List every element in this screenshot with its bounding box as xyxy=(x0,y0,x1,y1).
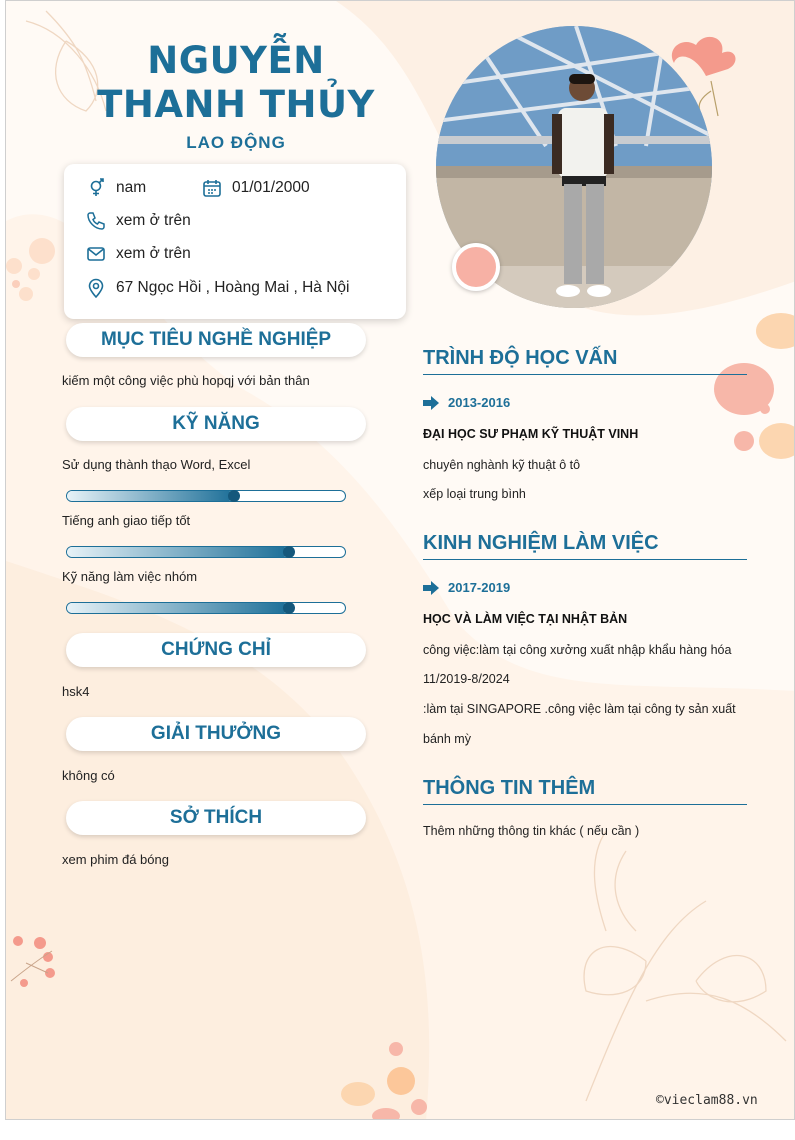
experience-period xyxy=(423,580,510,595)
gender-row xyxy=(86,178,146,198)
skill-bar-fill xyxy=(67,547,289,557)
skill-bar-knob xyxy=(283,602,295,614)
email-row xyxy=(86,244,191,264)
location-pin-icon xyxy=(86,278,106,298)
experience-heading: KINH NGHIỆM LÀM VIỆC xyxy=(423,532,747,560)
birthday-value: 01/01/2000 xyxy=(232,179,310,196)
phone-icon xyxy=(86,211,106,231)
certificates-heading: CHỨNG CHỈ xyxy=(66,633,366,667)
contact-card xyxy=(64,164,406,319)
skill-bar-fill xyxy=(67,491,234,501)
awards-heading: GIẢI THƯỞNG xyxy=(66,717,366,751)
gender-value: nam xyxy=(116,179,147,196)
phone-value: xem ở trên xyxy=(116,212,191,229)
candidate-name: NGUYỄN THANH THỦY xyxy=(97,39,375,126)
birthday-row xyxy=(202,178,310,198)
experience-period-text: 2017-2019 xyxy=(448,580,511,595)
education-major: chuyên nghành kỹ thuật ô tô xyxy=(423,458,581,472)
skill-label: Kỹ năng làm việc nhóm xyxy=(62,569,198,584)
education-period-text: 2013-2016 xyxy=(448,395,511,410)
objective-heading: MỤC TIÊU NGHỀ NGHIỆP xyxy=(66,323,366,357)
hobbies-text: xem phim đá bóng xyxy=(62,852,169,867)
certificates-text: hsk4 xyxy=(62,684,90,699)
education-school: ĐẠI HỌC SƯ PHẠM KỸ THUẬT VINH xyxy=(423,427,639,441)
education-period xyxy=(423,395,510,410)
skill-bar xyxy=(66,546,346,558)
mail-icon xyxy=(86,244,106,264)
cv-page xyxy=(5,0,795,1120)
experience-company: HỌC VÀ LÀM VIỆC TẠI NHẬT BẢN xyxy=(423,612,628,626)
skill-bar-fill xyxy=(67,603,289,613)
skill-bar-knob xyxy=(228,490,240,502)
email-value: xem ở trên xyxy=(116,245,191,262)
experience-detail-2: 11/2019-8/2024 xyxy=(423,672,510,686)
phone-row xyxy=(86,211,191,231)
experience-detail-3: :làm tại SINGAPORE .công việc làm tại công ty sản xuất xyxy=(423,702,736,716)
experience-detail-1: công việc:làm tại công xưởng xuất nhập khẩu hàng hóa xyxy=(423,643,732,657)
skill-bar xyxy=(66,490,346,502)
arrow-right-icon xyxy=(423,581,439,595)
skill-bar-knob xyxy=(283,546,295,558)
job-title: LAO ĐỘNG xyxy=(186,133,286,152)
gender-icon xyxy=(86,178,106,198)
address-row xyxy=(86,278,349,298)
hobbies-heading: SỞ THÍCH xyxy=(66,801,366,835)
skill-label: Tiếng anh giao tiếp tốt xyxy=(62,513,191,528)
extra-info-text: Thêm những thông tin khác ( nếu cần ) xyxy=(423,824,640,838)
calendar-icon xyxy=(202,178,222,198)
site-watermark: ©vieclam88.vn xyxy=(656,1093,758,1108)
arrow-right-icon xyxy=(423,396,439,410)
objective-text: kiếm một công việc phù hopqj với bản thân xyxy=(62,373,310,388)
extra-info-heading: THÔNG TIN THÊM xyxy=(423,777,747,805)
skill-bar xyxy=(66,602,346,614)
skill-label: Sử dụng thành thạo Word, Excel xyxy=(62,457,251,472)
education-heading: TRÌNH ĐỘ HỌC VẤN xyxy=(423,347,747,375)
address-value: 67 Ngọc Hồi , Hoàng Mai , Hà Nội xyxy=(116,279,350,296)
awards-text: không có xyxy=(62,768,115,783)
photo-accent-dot xyxy=(452,243,500,291)
skills-heading: KỸ NĂNG xyxy=(66,407,366,441)
education-rank: xếp loại trung bình xyxy=(423,487,526,501)
experience-detail-4: bánh mỳ xyxy=(423,732,471,746)
